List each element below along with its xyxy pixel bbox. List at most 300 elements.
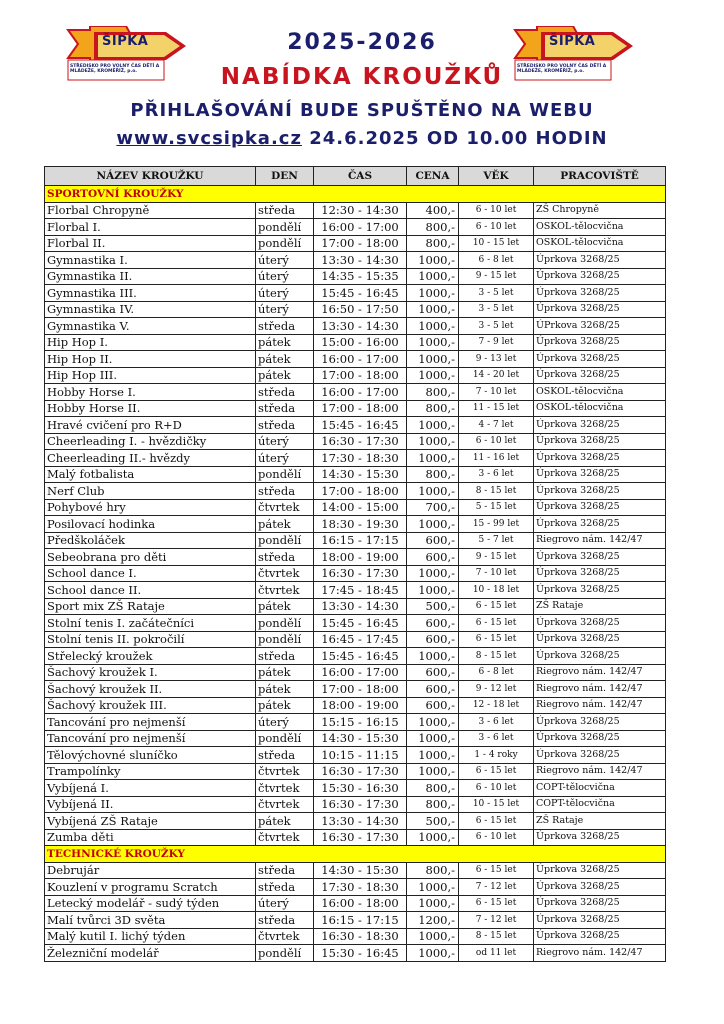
table-row xyxy=(45,499,666,516)
course-day: pátek xyxy=(256,516,314,533)
course-age: 6 - 8 let xyxy=(459,664,534,681)
course-day: čtvrtek xyxy=(256,582,314,599)
table-row xyxy=(45,268,666,285)
registration-notice: PŘIHLAŠOVÁNÍ BUDE SPUŠTĚNO NA WEBU xyxy=(130,100,594,121)
course-time: 16:30 - 17:30 xyxy=(314,565,407,582)
course-name: Hip Hop I. xyxy=(45,334,256,351)
course-day: pátek xyxy=(256,334,314,351)
course-day: pondělí xyxy=(256,615,314,632)
course-age: 6 - 10 let xyxy=(459,780,534,797)
course-price: 1000,- xyxy=(407,433,459,450)
course-time: 16:30 - 18:30 xyxy=(314,928,407,945)
course-price: 1000,- xyxy=(407,318,459,335)
course-price: 600,- xyxy=(407,532,459,549)
course-name: Florbal I. xyxy=(45,219,256,236)
course-place: Úprkova 3268/25 xyxy=(534,582,666,599)
course-name: Šachový kroužek II. xyxy=(45,681,256,698)
course-time: 13:30 - 14:30 xyxy=(314,318,407,335)
course-name: Gymnastika III. xyxy=(45,285,256,302)
course-place: Úprkova 3268/25 xyxy=(534,615,666,632)
course-place: Úprkova 3268/25 xyxy=(534,747,666,764)
course-time: 18:00 - 19:00 xyxy=(314,697,407,714)
course-name: Tancování pro nejmenší xyxy=(45,714,256,731)
table-row xyxy=(45,928,666,945)
course-age: 6 - 10 let xyxy=(459,202,534,219)
course-price: 600,- xyxy=(407,681,459,698)
course-day: středa xyxy=(256,549,314,566)
course-time: 16:30 - 17:30 xyxy=(314,433,407,450)
course-age: 3 - 5 let xyxy=(459,318,534,335)
course-price: 1000,- xyxy=(407,285,459,302)
section-title: SPORTOVNÍ KROUŽKY xyxy=(45,186,666,203)
course-place: COPT-tělocvična xyxy=(534,780,666,797)
course-place: Riegrovo nám. 142/47 xyxy=(534,664,666,681)
table-row xyxy=(45,813,666,830)
website-link[interactable]: www.svcsipka.cz xyxy=(116,128,302,149)
table-row xyxy=(45,516,666,533)
course-day: úterý xyxy=(256,450,314,467)
course-name: Hip Hop III. xyxy=(45,367,256,384)
course-age: 6 - 15 let xyxy=(459,631,534,648)
table-row xyxy=(45,615,666,632)
course-day: úterý xyxy=(256,895,314,912)
course-price: 1000,- xyxy=(407,763,459,780)
table-row xyxy=(45,351,666,368)
course-price: 600,- xyxy=(407,664,459,681)
course-price: 1000,- xyxy=(407,301,459,318)
table-row xyxy=(45,648,666,665)
course-name: Předškoláček xyxy=(45,532,256,549)
course-age: 6 - 8 let xyxy=(459,252,534,269)
table-row xyxy=(45,747,666,764)
course-price: 800,- xyxy=(407,796,459,813)
course-place: Úprkova 3268/25 xyxy=(534,648,666,665)
course-price: 600,- xyxy=(407,697,459,714)
course-time: 17:00 - 18:00 xyxy=(314,400,407,417)
course-age: 7 - 10 let xyxy=(459,384,534,401)
course-day: úterý xyxy=(256,714,314,731)
course-day: úterý xyxy=(256,252,314,269)
course-age: 3 - 5 let xyxy=(459,301,534,318)
course-age: 6 - 15 let xyxy=(459,598,534,615)
course-price: 1000,- xyxy=(407,945,459,962)
course-place: COPT-tělocvična xyxy=(534,796,666,813)
course-name: Florbal II. xyxy=(45,235,256,252)
course-price: 1000,- xyxy=(407,895,459,912)
course-time: 15:45 - 16:45 xyxy=(314,648,407,665)
course-place: Riegrovo nám. 142/47 xyxy=(534,697,666,714)
course-name: Malý fotbalista xyxy=(45,466,256,483)
table-row xyxy=(45,202,666,219)
course-day: čtvrtek xyxy=(256,780,314,797)
course-time: 16:00 - 17:00 xyxy=(314,384,407,401)
course-name: Stolní tenis II. pokročilí xyxy=(45,631,256,648)
course-time: 12:30 - 14:30 xyxy=(314,202,407,219)
course-time: 17:00 - 18:00 xyxy=(314,483,407,500)
table-row xyxy=(45,879,666,896)
logo-name: ŠIPKA xyxy=(102,34,149,49)
course-day: čtvrtek xyxy=(256,829,314,846)
course-age: 9 - 15 let xyxy=(459,549,534,566)
course-time: 14:35 - 15:35 xyxy=(314,268,407,285)
course-time: 13:30 - 14:30 xyxy=(314,813,407,830)
course-place: Úprkova 3268/25 xyxy=(534,829,666,846)
table-row xyxy=(45,829,666,846)
course-age: 10 - 18 let xyxy=(459,582,534,599)
course-price: 1000,- xyxy=(407,928,459,945)
course-time: 16:30 - 17:30 xyxy=(314,763,407,780)
course-place: Úprkova 3268/25 xyxy=(534,516,666,533)
course-price: 1000,- xyxy=(407,450,459,467)
course-age: 8 - 15 let xyxy=(459,648,534,665)
course-price: 1000,- xyxy=(407,648,459,665)
course-price: 1000,- xyxy=(407,516,459,533)
table-row xyxy=(45,780,666,797)
course-day: čtvrtek xyxy=(256,763,314,780)
course-age: 14 - 20 let xyxy=(459,367,534,384)
course-name: Malí tvůrci 3D světa xyxy=(45,912,256,929)
course-place: Úprkova 3268/25 xyxy=(534,565,666,582)
course-name: Malý kutil I. lichý týden xyxy=(45,928,256,945)
course-place: Úprkova 3268/25 xyxy=(534,417,666,434)
course-day: středa xyxy=(256,318,314,335)
course-price: 1000,- xyxy=(407,879,459,896)
page-header xyxy=(0,0,724,158)
course-day: středa xyxy=(256,862,314,879)
course-name: Železniční modelář xyxy=(45,945,256,962)
course-time: 16:00 - 17:00 xyxy=(314,664,407,681)
course-time: 14:00 - 15:00 xyxy=(314,499,407,516)
course-place: Úprkova 3268/25 xyxy=(534,367,666,384)
course-place: Úprkova 3268/25 xyxy=(534,714,666,731)
course-day: středa xyxy=(256,912,314,929)
course-time: 15:45 - 16:45 xyxy=(314,615,407,632)
table-row xyxy=(45,862,666,879)
course-place: Úprkova 3268/25 xyxy=(534,928,666,945)
table-row xyxy=(45,681,666,698)
course-time: 15:45 - 16:45 xyxy=(314,285,407,302)
course-age: 6 - 15 let xyxy=(459,895,534,912)
table-body xyxy=(45,186,666,962)
course-time: 16:30 - 17:30 xyxy=(314,829,407,846)
logo-name: ŠIPKA xyxy=(549,34,596,49)
section-title: TECHNICKÉ KROUŽKY xyxy=(45,846,666,863)
course-place: OSKOL-tělocvična xyxy=(534,384,666,401)
course-name: Kouzlení v programu Scratch xyxy=(45,879,256,896)
table-row xyxy=(45,417,666,434)
course-time: 17:00 - 18:00 xyxy=(314,367,407,384)
course-name: School dance II. xyxy=(45,582,256,599)
course-time: 17:00 - 18:00 xyxy=(314,681,407,698)
course-price: 1000,- xyxy=(407,714,459,731)
course-age: 10 - 15 let xyxy=(459,235,534,252)
course-price: 800,- xyxy=(407,384,459,401)
column-header-time: ČAS xyxy=(314,167,407,186)
table-row xyxy=(45,433,666,450)
table-row xyxy=(45,945,666,962)
course-name: Gymnastika I. xyxy=(45,252,256,269)
course-name: Stolní tenis I. začátečníci xyxy=(45,615,256,632)
course-day: středa xyxy=(256,400,314,417)
course-price: 700,- xyxy=(407,499,459,516)
table-row xyxy=(45,895,666,912)
course-time: 16:15 - 17:15 xyxy=(314,912,407,929)
table-row xyxy=(45,631,666,648)
course-place: Úprkova 3268/25 xyxy=(534,252,666,269)
column-header-place: PRACOVIŠTĚ xyxy=(534,167,666,186)
course-place: Úprkova 3268/25 xyxy=(534,301,666,318)
course-day: pondělí xyxy=(256,219,314,236)
course-age: od 11 let xyxy=(459,945,534,962)
course-name: Šachový kroužek I. xyxy=(45,664,256,681)
course-name: Hravé cvičení pro R+D xyxy=(45,417,256,434)
logo-subtitle: STŘEDISKO PRO VOLNÝ ČAS DĚTÍ A MLÁDEŽE, KROMĚŘÍŽ, p.o. xyxy=(517,64,607,74)
course-place: Úprkova 3268/25 xyxy=(534,483,666,500)
course-day: středa xyxy=(256,384,314,401)
table-row xyxy=(45,483,666,500)
course-price: 1000,- xyxy=(407,582,459,599)
course-price: 800,- xyxy=(407,466,459,483)
course-time: 18:30 - 19:30 xyxy=(314,516,407,533)
table-row xyxy=(45,450,666,467)
course-name: Debrujár xyxy=(45,862,256,879)
table-header-row xyxy=(45,167,666,186)
course-time: 17:30 - 18:30 xyxy=(314,879,407,896)
course-name: Sebeobrana pro děti xyxy=(45,549,256,566)
course-place: Úprkova 3268/25 xyxy=(534,912,666,929)
course-time: 15:45 - 16:45 xyxy=(314,417,407,434)
course-age: 3 - 5 let xyxy=(459,285,534,302)
course-name: Vybíjená I. xyxy=(45,780,256,797)
table-row xyxy=(45,730,666,747)
course-age: 1 - 4 roky xyxy=(459,747,534,764)
course-name: Hobby Horse I. xyxy=(45,384,256,401)
course-age: 6 - 10 let xyxy=(459,433,534,450)
course-age: 15 - 99 let xyxy=(459,516,534,533)
column-header-price: CENA xyxy=(407,167,459,186)
registration-date: 24.6.2025 OD 10.00 HODIN xyxy=(301,128,608,149)
course-place: Úprkova 3268/25 xyxy=(534,466,666,483)
course-price: 1000,- xyxy=(407,565,459,582)
course-price: 1000,- xyxy=(407,747,459,764)
course-place: OSKOL-tělocvična xyxy=(534,235,666,252)
course-place: Úprkova 3268/25 xyxy=(534,549,666,566)
course-day: úterý xyxy=(256,301,314,318)
course-price: 600,- xyxy=(407,615,459,632)
course-day: středa xyxy=(256,879,314,896)
table-row xyxy=(45,532,666,549)
courses-table xyxy=(44,166,666,962)
course-place: Úprkova 3268/25 xyxy=(534,499,666,516)
course-place: Úprkova 3268/25 xyxy=(534,268,666,285)
course-day: čtvrtek xyxy=(256,565,314,582)
course-name: Trampolínky xyxy=(45,763,256,780)
table-row xyxy=(45,565,666,582)
course-time: 14:30 - 15:30 xyxy=(314,466,407,483)
course-day: pondělí xyxy=(256,466,314,483)
course-time: 17:00 - 18:00 xyxy=(314,235,407,252)
course-place: Úprkova 3268/25 xyxy=(534,433,666,450)
column-header-age: VĚK xyxy=(459,167,534,186)
course-age: 6 - 10 let xyxy=(459,829,534,846)
course-age: 5 - 7 let xyxy=(459,532,534,549)
course-price: 500,- xyxy=(407,813,459,830)
table-row xyxy=(45,301,666,318)
course-name: Gymnastika IV. xyxy=(45,301,256,318)
course-day: středa xyxy=(256,483,314,500)
table-row xyxy=(45,763,666,780)
course-age: 11 - 16 let xyxy=(459,450,534,467)
course-time: 13:30 - 14:30 xyxy=(314,252,407,269)
course-age: 3 - 6 let xyxy=(459,714,534,731)
course-day: pondělí xyxy=(256,631,314,648)
course-age: 8 - 15 let xyxy=(459,928,534,945)
course-day: úterý xyxy=(256,285,314,302)
course-place: ZŠ Rataje xyxy=(534,813,666,830)
logo-subtitle: STŘEDISKO PRO VOLNÝ ČAS DĚTÍ A MLÁDEŽE, KROMĚŘÍŽ, p.o. xyxy=(70,64,160,74)
school-year: 2025-2026 xyxy=(287,30,437,55)
course-age: 7 - 10 let xyxy=(459,565,534,582)
course-name: Pohybové hry xyxy=(45,499,256,516)
table-row xyxy=(45,912,666,929)
course-day: středa xyxy=(256,202,314,219)
column-header-day: DEN xyxy=(256,167,314,186)
registration-date-line xyxy=(0,128,724,149)
course-place: Úprkova 3268/25 xyxy=(534,450,666,467)
course-time: 16:45 - 17:45 xyxy=(314,631,407,648)
table-row xyxy=(45,598,666,615)
course-time: 16:30 - 17:30 xyxy=(314,796,407,813)
course-name: Florbal Chropyně xyxy=(45,202,256,219)
course-age: 6 - 15 let xyxy=(459,862,534,879)
course-place: Riegrovo nám. 142/47 xyxy=(534,945,666,962)
table-row xyxy=(45,697,666,714)
course-price: 1000,- xyxy=(407,351,459,368)
course-price: 400,- xyxy=(407,202,459,219)
table-row xyxy=(45,582,666,599)
course-place: Úprkova 3268/25 xyxy=(534,334,666,351)
course-price: 800,- xyxy=(407,780,459,797)
course-day: pátek xyxy=(256,351,314,368)
course-price: 1000,- xyxy=(407,829,459,846)
course-time: 10:15 - 11:15 xyxy=(314,747,407,764)
course-time: 16:00 - 18:00 xyxy=(314,895,407,912)
course-name: Letecký modelář - sudý týden xyxy=(45,895,256,912)
course-time: 15:15 - 16:15 xyxy=(314,714,407,731)
course-price: 1200,- xyxy=(407,912,459,929)
course-day: čtvrtek xyxy=(256,928,314,945)
course-name: Cheerleading I. - hvězdičky xyxy=(45,433,256,450)
course-age: 12 - 18 let xyxy=(459,697,534,714)
course-place: Riegrovo nám. 142/47 xyxy=(534,532,666,549)
course-name: Tělovýchovné sluníčko xyxy=(45,747,256,764)
course-name: Sport mix ZŠ Rataje xyxy=(45,598,256,615)
course-price: 1000,- xyxy=(407,483,459,500)
course-place: OSKOL-tělocvična xyxy=(534,219,666,236)
course-place: Úprkova 3268/25 xyxy=(534,862,666,879)
course-day: středa xyxy=(256,747,314,764)
course-place: Riegrovo nám. 142/47 xyxy=(534,681,666,698)
course-name: Gymnastika V. xyxy=(45,318,256,335)
course-name: Vybíjená II. xyxy=(45,796,256,813)
course-day: pondělí xyxy=(256,945,314,962)
course-name: Zumba děti xyxy=(45,829,256,846)
course-day: pátek xyxy=(256,813,314,830)
course-time: 16:00 - 17:00 xyxy=(314,351,407,368)
course-age: 7 - 12 let xyxy=(459,912,534,929)
course-name: Vybíjená ZŠ Rataje xyxy=(45,813,256,830)
course-day: pátek xyxy=(256,681,314,698)
course-age: 6 - 15 let xyxy=(459,615,534,632)
course-day: úterý xyxy=(256,268,314,285)
course-price: 1000,- xyxy=(407,252,459,269)
section-header-row xyxy=(45,186,666,203)
table-row xyxy=(45,549,666,566)
course-time: 16:00 - 17:00 xyxy=(314,219,407,236)
course-price: 1000,- xyxy=(407,334,459,351)
table-row xyxy=(45,664,666,681)
table-row xyxy=(45,367,666,384)
course-time: 17:45 - 18:45 xyxy=(314,582,407,599)
course-age: 6 - 10 let xyxy=(459,219,534,236)
table-row xyxy=(45,400,666,417)
course-price: 800,- xyxy=(407,219,459,236)
course-place: ÚPrkova 3268/25 xyxy=(534,318,666,335)
course-day: pátek xyxy=(256,598,314,615)
course-day: pátek xyxy=(256,697,314,714)
course-day: pondělí xyxy=(256,235,314,252)
table-row xyxy=(45,318,666,335)
course-name: Posilovací hodinka xyxy=(45,516,256,533)
course-time: 16:50 - 17:50 xyxy=(314,301,407,318)
course-day: pondělí xyxy=(256,532,314,549)
course-time: 14:30 - 15:30 xyxy=(314,862,407,879)
course-age: 6 - 15 let xyxy=(459,763,534,780)
course-price: 500,- xyxy=(407,598,459,615)
course-place: Úprkova 3268/25 xyxy=(534,730,666,747)
course-place: Riegrovo nám. 142/47 xyxy=(534,763,666,780)
table-row xyxy=(45,252,666,269)
course-name: Střelecký kroužek xyxy=(45,648,256,665)
course-price: 800,- xyxy=(407,235,459,252)
course-time: 17:30 - 18:30 xyxy=(314,450,407,467)
table-row xyxy=(45,334,666,351)
course-name: Šachový kroužek III. xyxy=(45,697,256,714)
course-age: 9 - 15 let xyxy=(459,268,534,285)
course-age: 5 - 15 let xyxy=(459,499,534,516)
course-day: středa xyxy=(256,417,314,434)
course-age: 8 - 15 let xyxy=(459,483,534,500)
table-row xyxy=(45,285,666,302)
course-time: 16:15 - 17:15 xyxy=(314,532,407,549)
course-place: Úprkova 3268/25 xyxy=(534,285,666,302)
course-price: 1000,- xyxy=(407,367,459,384)
course-price: 800,- xyxy=(407,862,459,879)
table-row xyxy=(45,384,666,401)
course-day: čtvrtek xyxy=(256,796,314,813)
course-age: 4 - 7 let xyxy=(459,417,534,434)
course-place: ZŠ Rataje xyxy=(534,598,666,615)
page-title: NABÍDKA KROUŽKŮ xyxy=(220,64,504,90)
course-day: středa xyxy=(256,648,314,665)
course-name: Gymnastika II. xyxy=(45,268,256,285)
course-price: 600,- xyxy=(407,631,459,648)
table-row xyxy=(45,466,666,483)
course-age: 3 - 6 let xyxy=(459,730,534,747)
course-place: Úprkova 3268/25 xyxy=(534,631,666,648)
course-place: Úprkova 3268/25 xyxy=(534,895,666,912)
course-place: Úprkova 3268/25 xyxy=(534,351,666,368)
